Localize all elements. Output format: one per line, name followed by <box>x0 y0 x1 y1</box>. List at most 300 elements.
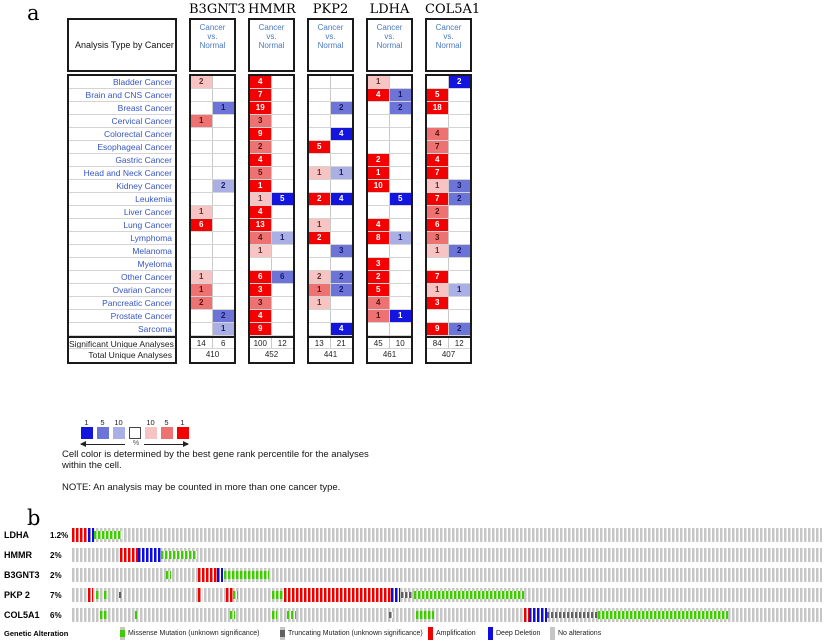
heatmap-row <box>309 219 352 232</box>
heatmap-cell <box>213 128 235 140</box>
heatmap-row <box>309 245 352 258</box>
heatmap-cell <box>449 297 471 309</box>
heatmap-row <box>250 193 293 206</box>
oncoprint-row-hmmr <box>0 548 824 562</box>
heatmap-cell: 5 <box>427 89 449 101</box>
scale-color-box <box>81 427 93 439</box>
heatmap-cell: 3 <box>250 297 272 309</box>
heatmap-row <box>427 167 470 180</box>
heatmap-cell: 10 <box>368 180 390 192</box>
heatmap-cell <box>272 115 294 127</box>
heatmap-row <box>191 258 234 271</box>
scale-tick-label: 1 <box>84 418 89 427</box>
oncoprint-gene-label: HMMR <box>4 550 32 560</box>
oncoprint-alteration-percent: 2% <box>50 571 62 580</box>
heatmap-cell <box>449 89 471 101</box>
heatmap-cell: 3 <box>250 284 272 296</box>
oncoprint-alteration-percent: 2% <box>50 551 62 560</box>
scale-color-box <box>129 427 141 439</box>
heatmap-cell: 1 <box>390 310 412 322</box>
heatmap-row <box>368 128 411 141</box>
legend-item-label: Missense Mutation (unknown significance) <box>128 629 260 637</box>
heatmap-cell: 3 <box>368 258 390 270</box>
alteration-segment-mis <box>96 588 100 602</box>
heatmap-cell: 2 <box>368 271 390 283</box>
significant-row <box>309 336 352 349</box>
heatmap-cell <box>390 271 412 283</box>
oncoprint-track <box>72 608 822 622</box>
oncoprint-row-b3gnt3 <box>0 568 824 582</box>
heatmap-cell <box>390 154 412 166</box>
scale-step <box>128 418 141 439</box>
heatmap-row <box>191 219 234 232</box>
alteration-segment-mis <box>287 608 295 622</box>
alteration-segment-mis <box>94 528 122 542</box>
heatmap-row <box>309 193 352 206</box>
heatmap-cell <box>191 232 213 244</box>
heatmap-row <box>250 271 293 284</box>
heatmap-cell: 2 <box>449 76 471 88</box>
heatmap-row <box>427 180 470 193</box>
heatmap-cell <box>213 154 235 166</box>
heatmap-row <box>368 115 411 128</box>
heatmap-cell: 2 <box>309 271 331 283</box>
heatmap-row <box>427 284 470 297</box>
heatmap-row <box>368 232 411 245</box>
heatmap-cell <box>309 258 331 270</box>
scale-tick-label: 10 <box>146 418 155 427</box>
heatmap-row <box>368 193 411 206</box>
cancer-row-label: Esophageal Cancer <box>69 141 175 154</box>
heatmap-row <box>427 323 470 336</box>
scale-tick-label <box>128 418 141 427</box>
significant-row <box>427 336 470 349</box>
heatmap-cell <box>331 258 353 270</box>
scale-tick-label: 5 <box>164 418 169 427</box>
heatmap-row <box>309 297 352 310</box>
alteration-segment-mis <box>100 608 108 622</box>
scale-step <box>80 418 93 439</box>
heatmap-cell <box>272 167 294 179</box>
heatmap-cell <box>368 102 390 114</box>
cancer-vs-normal-header <box>366 18 413 72</box>
heatmap-row <box>368 180 411 193</box>
heatmap-cell <box>213 258 235 270</box>
heatmap-cell: 9 <box>427 323 449 335</box>
heatmap-row <box>191 193 234 206</box>
heatmap-cell: 6 <box>272 271 294 283</box>
gene-heatmap-box <box>189 74 236 364</box>
heatmap-cell <box>309 310 331 322</box>
heatmap-cell <box>331 180 353 192</box>
heatmap-row <box>368 102 411 115</box>
heatmap-cell: 5 <box>250 167 272 179</box>
heatmap-cell: 4 <box>250 154 272 166</box>
heatmap-cell <box>272 89 294 101</box>
heatmap-cell <box>368 206 390 218</box>
oncoprint-gene-label: COL5A1 <box>4 610 40 620</box>
heatmap-cell <box>191 258 213 270</box>
significant-count: 100 <box>250 338 272 348</box>
heatmap-cell: 7 <box>427 141 449 153</box>
panel-a-marker: a <box>27 1 40 25</box>
cancer-vs-normal-text: Cancer vs. Normal <box>435 23 462 51</box>
cancer-row-label: Pancreatic Cancer <box>69 297 175 310</box>
heatmap-cell: 19 <box>250 102 272 114</box>
alteration-segment-del <box>529 608 547 622</box>
scale-arrow-left <box>81 444 125 445</box>
heatmap-row <box>309 232 352 245</box>
heatmap-cell <box>191 180 213 192</box>
heatmap-row <box>309 154 352 167</box>
heatmap-row <box>309 258 352 271</box>
heatmap-cell: 1 <box>390 89 412 101</box>
label-column-spacer <box>67 2 177 18</box>
alteration-segment-mis <box>272 608 277 622</box>
heatmap-cell: 1 <box>368 310 390 322</box>
scale-arrow-right <box>144 444 188 445</box>
alteration-segment-mis <box>135 608 139 622</box>
heatmap-row <box>250 258 293 271</box>
heatmap-cell: 4 <box>250 206 272 218</box>
heatmap-row <box>250 154 293 167</box>
heatmap-cell: 5 <box>368 284 390 296</box>
heatmap-row <box>368 89 411 102</box>
heatmap-cell <box>272 154 294 166</box>
heatmap-cell: 2 <box>449 245 471 257</box>
heatmap-cell <box>390 297 412 309</box>
heatmap-cell <box>191 102 213 114</box>
alteration-segment-mis <box>104 588 108 602</box>
heatmap-row <box>368 154 411 167</box>
gene-name-label: HMMR <box>248 2 296 17</box>
heatmap-cell <box>272 258 294 270</box>
scale-color-box <box>161 427 173 439</box>
gene-heatmap-box <box>366 74 413 364</box>
cancer-row-label: Colorectal Cancer <box>69 128 175 141</box>
gene-heatmap-box <box>425 74 472 364</box>
gene-column-col5a1 <box>425 2 481 364</box>
heatmap-cell: 1 <box>427 245 449 257</box>
total-count: 441 <box>323 350 338 359</box>
alteration-segment-mis <box>414 588 524 602</box>
heatmap-row <box>250 284 293 297</box>
scale-tick-label: 5 <box>100 418 105 427</box>
gene-name-label: LDHA <box>369 2 410 17</box>
heatmap-cell: 7 <box>250 89 272 101</box>
heatmap-cell: 2 <box>191 76 213 88</box>
scale-tick-label: 10 <box>114 418 123 427</box>
cancer-row-label: Prostate Cancer <box>69 310 175 323</box>
heatmap-cell <box>213 141 235 153</box>
heatmap-row <box>309 206 352 219</box>
scale-color-box <box>177 427 189 439</box>
heatmap-cell: 2 <box>427 206 449 218</box>
oncoprint-track <box>72 568 822 582</box>
heatmap-cell: 6 <box>191 219 213 231</box>
oncoprint-gene-label: PKP 2 <box>4 590 30 600</box>
heatmap-cell: 4 <box>331 193 353 205</box>
heatmap-row <box>368 245 411 258</box>
heatmap-row <box>191 310 234 323</box>
cancer-vs-normal-text: Cancer vs. Normal <box>199 23 226 51</box>
rank-percentile-scale-legend <box>80 418 192 450</box>
significant-count: 84 <box>427 338 449 348</box>
heatmap-cell <box>309 206 331 218</box>
cancer-vs-normal-header <box>425 18 472 72</box>
oncoprint-alteration-percent: 7% <box>50 591 62 600</box>
heatmap-cell <box>213 245 235 257</box>
mis-legend-icon <box>120 627 125 640</box>
heatmap-cell: 5 <box>272 193 294 205</box>
cancer-type-column <box>67 2 177 364</box>
heatmap-row <box>368 284 411 297</box>
heatmap-cell: 3 <box>331 245 353 257</box>
heatmap-cell: 4 <box>427 128 449 140</box>
heatmap-cell: 2 <box>331 102 353 114</box>
heatmap-cell: 13 <box>250 219 272 231</box>
heatmap-cell <box>213 284 235 296</box>
heatmap-row <box>427 115 470 128</box>
cancer-row-label: Sarcoma <box>69 323 175 336</box>
heatmap-cell <box>390 245 412 257</box>
heatmap-row <box>250 310 293 323</box>
heatmap-cell <box>390 141 412 153</box>
heatmap-cell <box>272 76 294 88</box>
scale-color-box <box>113 427 125 439</box>
oncoprint-track <box>72 548 822 562</box>
heatmap-row <box>427 76 470 89</box>
heatmap-cell <box>390 128 412 140</box>
cancer-row-label: Other Cancer <box>69 271 175 284</box>
heatmap-cell: 1 <box>368 167 390 179</box>
heatmap-row <box>427 232 470 245</box>
heatmap-row <box>191 89 234 102</box>
heatmap-cell: 4 <box>368 297 390 309</box>
heatmap-cell <box>272 297 294 309</box>
total-count: 452 <box>264 350 279 359</box>
significant-count: 12 <box>277 339 287 348</box>
heatmap-row <box>250 232 293 245</box>
heatmap-cell <box>449 154 471 166</box>
heatmap-row <box>191 76 234 89</box>
heatmap-row <box>368 219 411 232</box>
heatmap-cell <box>331 154 353 166</box>
heatmap-cell <box>390 323 412 335</box>
heatmap-cell <box>368 245 390 257</box>
heatmap-cell: 4 <box>331 128 353 140</box>
significant-row <box>368 336 411 349</box>
heatmap-row <box>427 141 470 154</box>
heatmap-cell <box>272 128 294 140</box>
heatmap-cell <box>213 167 235 179</box>
alteration-segment-del <box>217 568 224 582</box>
heatmap-cell: 2 <box>213 310 235 322</box>
alteration-segment-tru <box>119 588 123 602</box>
heatmap-cell <box>272 102 294 114</box>
heatmap-row <box>191 115 234 128</box>
scale-step <box>176 418 189 439</box>
heatmap-cell <box>427 258 449 270</box>
heatmap-cell <box>213 206 235 218</box>
alteration-segment-amp <box>72 528 88 542</box>
heatmap-cell <box>191 128 213 140</box>
oncoprint-track <box>72 528 822 542</box>
heatmap-cell <box>309 154 331 166</box>
heatmap-cell <box>250 258 272 270</box>
heatmap-cell <box>331 115 353 127</box>
oncoprint-alteration-percent: 6% <box>50 611 62 620</box>
heatmap-cell <box>272 323 294 335</box>
heatmap-cell <box>331 141 353 153</box>
heatmap-row <box>368 141 411 154</box>
heatmap-cell <box>390 115 412 127</box>
alteration-segment-mis <box>272 588 284 602</box>
heatmap-cell: 4 <box>368 219 390 231</box>
heatmap-cell <box>213 232 235 244</box>
heatmap-row <box>250 219 293 232</box>
heatmap-cell <box>390 258 412 270</box>
heatmap-cell <box>449 167 471 179</box>
heatmap-cell: 7 <box>427 193 449 205</box>
heatmap-row <box>250 89 293 102</box>
heatmap-cell: 2 <box>449 323 471 335</box>
heatmap-cell <box>390 284 412 296</box>
heatmap-cell <box>309 180 331 192</box>
heatmap-cell <box>191 167 213 179</box>
heatmap-row <box>191 180 234 193</box>
cancer-row-label: Breast Cancer <box>69 102 175 115</box>
heatmap-cell: 1 <box>250 180 272 192</box>
heatmap-cell: 1 <box>427 180 449 192</box>
heatmap-cell <box>368 141 390 153</box>
heatmap-row <box>427 245 470 258</box>
oncoprint-row-pkp2 <box>0 588 824 602</box>
significant-count: 45 <box>368 338 390 348</box>
heatmap-cell: 9 <box>250 323 272 335</box>
cancer-vs-normal-text: Cancer vs. Normal <box>376 23 403 51</box>
heatmap-cell <box>191 193 213 205</box>
heatmap-cell <box>368 115 390 127</box>
heatmap-cell: 1 <box>331 167 353 179</box>
heatmap-cell: 1 <box>309 284 331 296</box>
heatmap-row <box>191 167 234 180</box>
heatmap-row <box>427 219 470 232</box>
heatmap-cell: 1 <box>309 167 331 179</box>
heatmap-cell <box>213 271 235 283</box>
heatmap-cell <box>449 310 471 322</box>
heatmap-cell <box>272 206 294 218</box>
alteration-segment-tru <box>401 588 412 602</box>
total-count: 410 <box>205 350 220 359</box>
analysis-note: NOTE: An analysis may be counted in more than one cancer type. <box>62 482 341 493</box>
legend-item-label: Deep Deletion <box>496 629 541 637</box>
alteration-segment-mis <box>233 588 238 602</box>
oncoprint-gene-label: B3GNT3 <box>4 570 40 580</box>
heatmap-row <box>309 102 352 115</box>
heatmap-row <box>368 310 411 323</box>
alteration-segment-mis <box>416 608 434 622</box>
heatmap-cell <box>331 89 353 101</box>
cancer-row-label: Bladder Cancer <box>69 76 175 89</box>
alteration-segment-amp <box>198 588 203 602</box>
gene-name-label: PKP2 <box>312 2 349 17</box>
heatmap-cell: 1 <box>427 284 449 296</box>
heatmap-cell <box>427 310 449 322</box>
heatmap-cell <box>449 219 471 231</box>
heatmap-row <box>191 102 234 115</box>
none-legend-icon <box>550 627 555 640</box>
heatmap-cell: 1 <box>309 297 331 309</box>
heatmap-row <box>309 284 352 297</box>
heatmap-cell <box>191 89 213 101</box>
alteration-segment-amp <box>226 588 234 602</box>
alteration-segment-mis <box>598 608 728 622</box>
heatmap-cell <box>427 76 449 88</box>
scale-color-box <box>145 427 157 439</box>
cancer-row-label: Cervical Cancer <box>69 115 175 128</box>
heatmap-row <box>368 206 411 219</box>
significant-count: 12 <box>454 339 464 348</box>
heatmap-cell: 4 <box>250 310 272 322</box>
heatmap-cell: 2 <box>309 232 331 244</box>
cancer-row-label: Gastric Cancer <box>69 154 175 167</box>
heatmap-cell <box>390 76 412 88</box>
alteration-segment-amp <box>284 588 391 602</box>
legend-item-label: Truncating Mutation (unknown significance) <box>288 629 423 637</box>
heatmap-cell: 1 <box>191 284 213 296</box>
heatmap-row <box>309 89 352 102</box>
heatmap-cell <box>213 219 235 231</box>
heatmap-row <box>191 284 234 297</box>
heatmap-cell <box>390 180 412 192</box>
oncoprint-track <box>72 588 822 602</box>
heatmap-cell <box>309 323 331 335</box>
alteration-segment-amp <box>88 588 93 602</box>
scale-tick-label: 1 <box>180 418 185 427</box>
legend-item-label: Amplification <box>436 629 476 637</box>
genetic-alteration-legend-title: Genetic Alteration <box>4 629 69 638</box>
cancer-row-label: Lung Cancer <box>69 219 175 232</box>
heatmap-cell <box>449 271 471 283</box>
cancer-row-label: Myeloma <box>69 258 175 271</box>
cell-color-caption: Cell color is determined by the best gene rank percentile for the analyses within the cell. <box>62 449 369 471</box>
oncoprint-row-ldha <box>0 528 824 542</box>
heatmap-cell: 3 <box>250 115 272 127</box>
heatmap-cell: 1 <box>250 245 272 257</box>
panel-b-marker: b <box>27 506 41 530</box>
heatmap-cell <box>449 232 471 244</box>
alteration-segment-mis <box>166 568 171 582</box>
alteration-segment-amp <box>120 548 138 562</box>
gene-column-b3gnt3 <box>189 2 246 364</box>
heatmap-cell: 1 <box>213 102 235 114</box>
heatmap-row <box>191 141 234 154</box>
heatmap-cell <box>191 154 213 166</box>
heatmap-cell <box>449 258 471 270</box>
heatmap-cell <box>331 297 353 309</box>
cancer-row-label: Brain and CNS Cancer <box>69 89 175 102</box>
scale-step <box>96 418 109 439</box>
heatmap-row <box>250 180 293 193</box>
heatmap-row <box>250 128 293 141</box>
heatmap-cell <box>309 115 331 127</box>
significant-count: 14 <box>191 338 213 348</box>
heatmap-row <box>427 310 470 323</box>
heatmap-cell: 4 <box>250 76 272 88</box>
alteration-segment-del <box>391 588 400 602</box>
heatmap-row <box>309 180 352 193</box>
